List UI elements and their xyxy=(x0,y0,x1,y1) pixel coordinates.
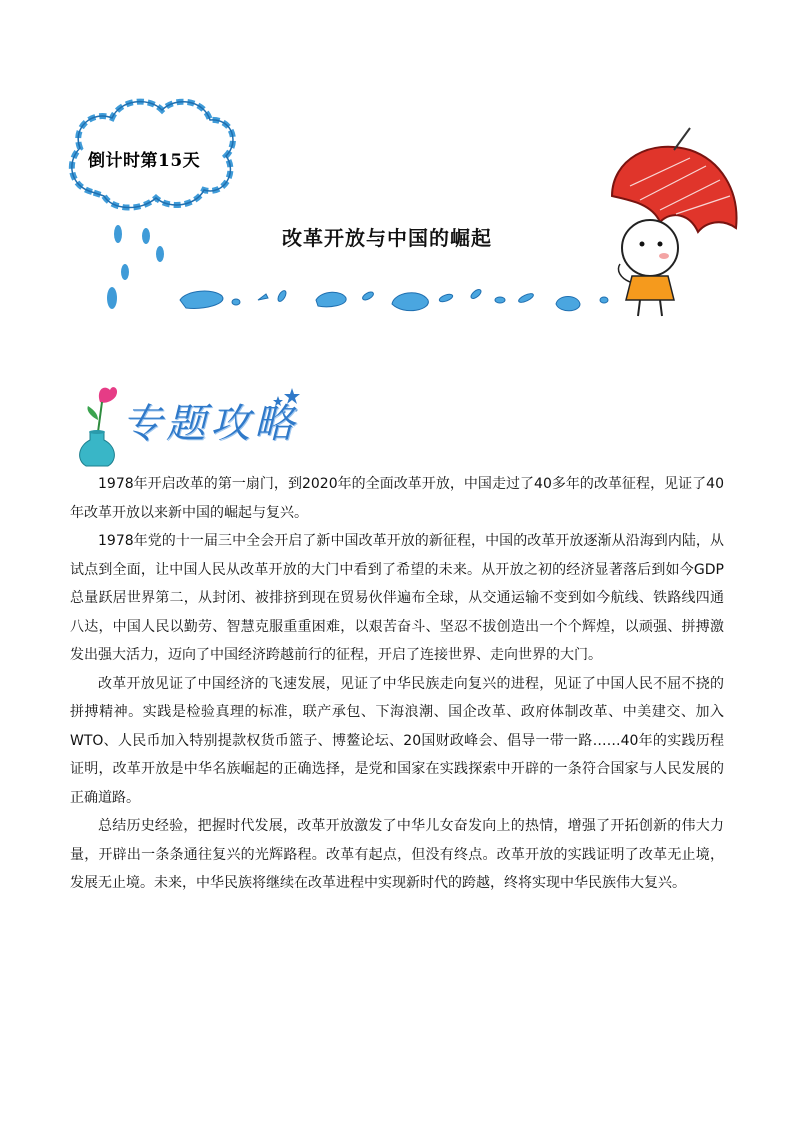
paragraph: 改革开放见证了中国经济的飞速发展，见证了中华民族走向复兴的进程，见证了中国人民不屈不挠的拼搏精神。实践是检验真理的标准，联产承包、下海浪潮、国企改革、政府体制改革、中美建交、加入WTO、人民币加入特别提款权货币篮子、博鳌论坛、20国财政峰会、倡导一带一路……40年的实践历程证明，改革开放是中华名族崛起的正确选择，是党和国家在实践探索中开辟的一条符合国家与人民发展的正确道路。 xyxy=(70,675,724,806)
section-title: 专题攻略 xyxy=(122,401,298,447)
paragraph: 总结历史经验，把握时代发展，改革开放激发了中华儿女奋发向上的热情，增强了开拓创新的伟大力量，开辟出一条条通往复兴的光辉路程。改革有起点，但没有终点。改革开放的实践证明了改革无止境，发展无止境。未来，中华民族将继续在改革进程中实现新时代的跨越，终将实现中华民族伟大复兴。 xyxy=(70,818,724,891)
vase-flower-icon xyxy=(80,387,118,466)
puddle-splashes xyxy=(180,288,608,311)
page-title xyxy=(0,222,794,251)
page-title-text: 改革开放与中国的崛起 xyxy=(282,226,492,250)
paragraph: 1978年党的十一届三中全会开启了新中国改革开放的新征程，中国的改革开放逐渐从沿海到内陆，从试点到全面，让中国人民从改革开放的大门中看到了希望的未来。从开放之初的经济显著落后到如今GDP总量跃居世界第二，从封闭、被排挤到现在贸易伙伴遍布全球，从交通运输不变到如今航线、铁路线四通八达，中国人民以勤劳、智慧克服重重困难，以艰苦奋斗、坚忍不拔创造出一个个辉煌，以顽强、拼搏激发出强大活力，迈向了中国经济跨越前行的征程，开启了连接世界、走向世界的大门。 xyxy=(70,533,724,663)
countdown-label: 倒计时第15天 xyxy=(88,151,201,171)
paragraph: 1978年开启改革的第一扇门，到2020年的全面改革开放，中国走过了40多年的改革征程，见证了40年改革开放以来新中国的崛起与复兴。 xyxy=(70,476,724,521)
article-body xyxy=(70,470,724,898)
